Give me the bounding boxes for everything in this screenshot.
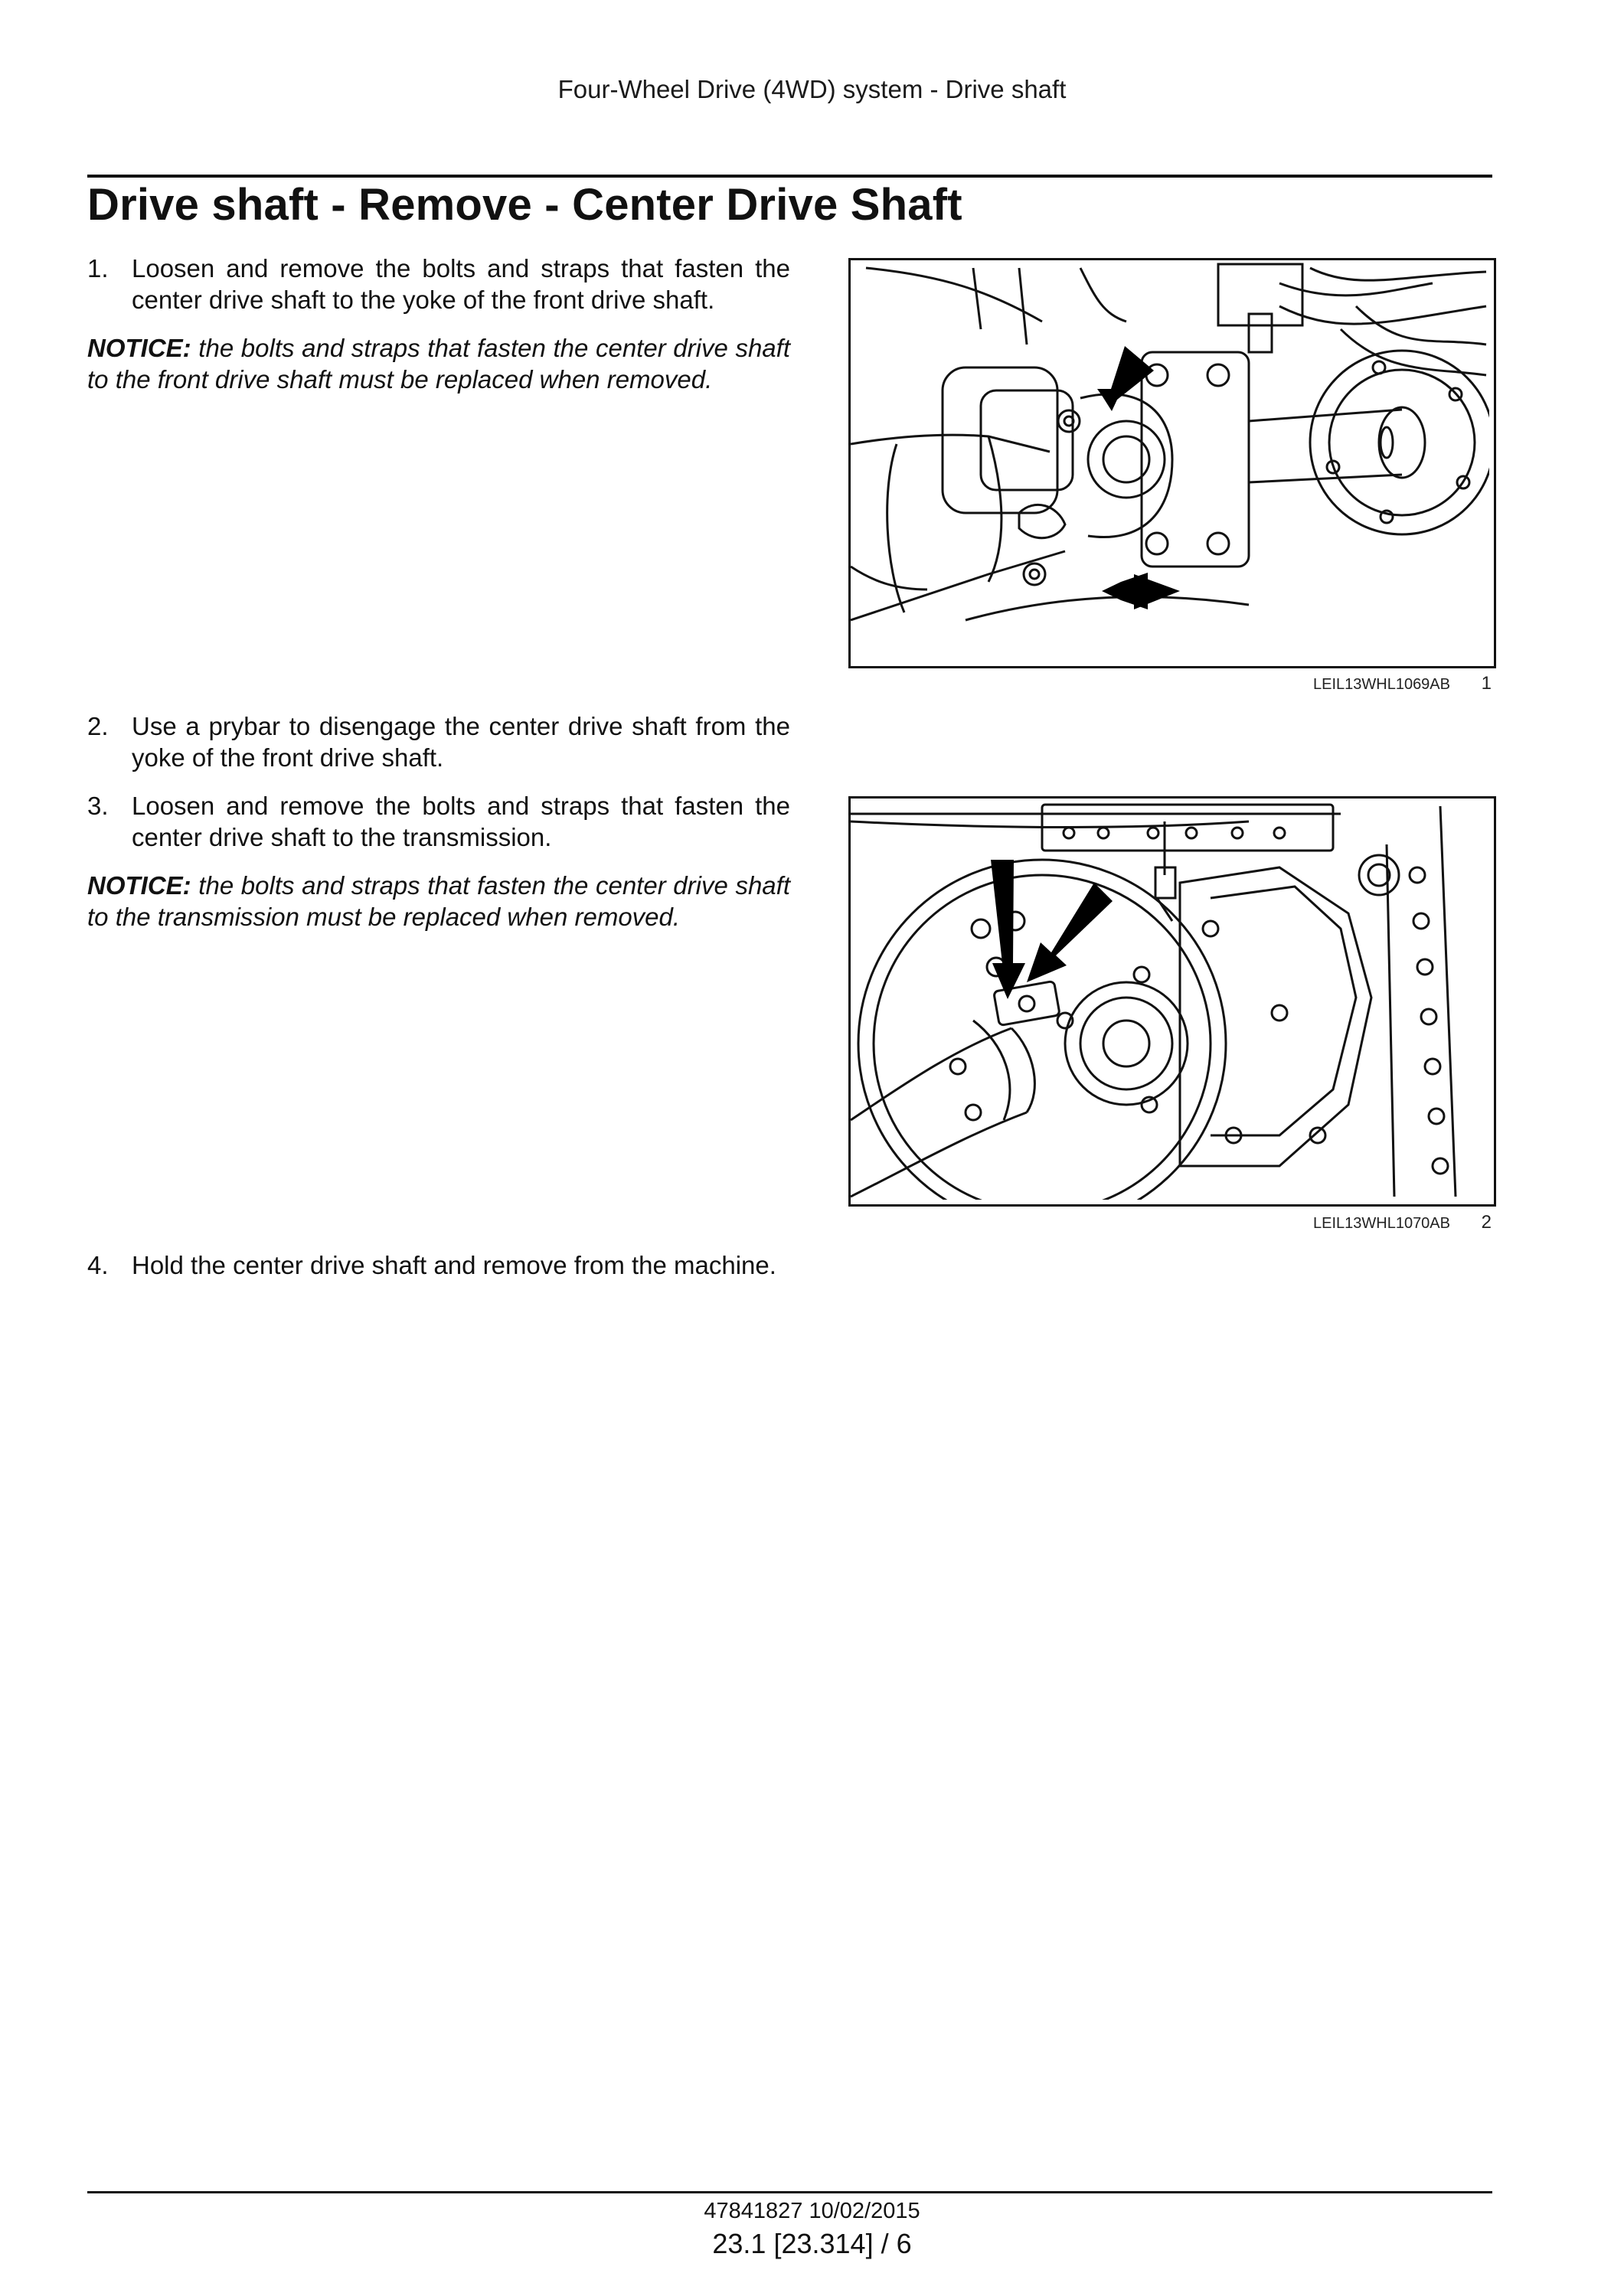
drive-shaft-front-yoke-illustration bbox=[851, 260, 1489, 661]
figure-index: 2 bbox=[1481, 1212, 1492, 1233]
notice-label: NOTICE: bbox=[87, 334, 191, 362]
step-1 bbox=[87, 253, 790, 315]
step-text: Hold the center drive shaft and remove from the machine. bbox=[132, 1251, 776, 1279]
step-1-block bbox=[87, 253, 790, 395]
step-2 bbox=[87, 710, 790, 773]
step-number: 2. bbox=[87, 712, 109, 740]
footer-doc-ref: 47841827 10/02/2015 bbox=[704, 2199, 920, 2223]
notice-1 bbox=[87, 332, 790, 395]
step-4 bbox=[87, 1249, 790, 1281]
page-title: Drive shaft - Remove - Center Drive Shaft bbox=[87, 180, 962, 230]
figure-index: 1 bbox=[1481, 673, 1492, 694]
step-4-block bbox=[87, 1249, 790, 1281]
step-number: 1. bbox=[87, 254, 109, 283]
notice-label: NOTICE: bbox=[87, 871, 191, 900]
step-number: 4. bbox=[87, 1251, 109, 1279]
step-text: Loosen and remove the bolts and straps that fasten the center drive shaft to the yoke of the front drive shaft. bbox=[132, 254, 790, 314]
figure-2 bbox=[848, 796, 1496, 1207]
step-3 bbox=[87, 790, 790, 853]
footer-page-ref: 23.1 [23.314] / 6 bbox=[712, 2228, 912, 2259]
figure-1 bbox=[848, 258, 1496, 668]
header-rule bbox=[87, 175, 1492, 178]
footer-rule bbox=[87, 2191, 1492, 2193]
step-number: 3. bbox=[87, 792, 109, 820]
figure-2-caption bbox=[848, 1212, 1492, 1233]
notice-text: the bolts and straps that fasten the center drive shaft to the transmission must be replaced when removed. bbox=[87, 871, 790, 931]
figure-1-caption bbox=[848, 673, 1492, 694]
step-2-3-block bbox=[87, 710, 790, 932]
notice-2 bbox=[87, 870, 790, 932]
step-text: Use a prybar to disengage the center drive shaft from the yoke of the front drive shaft. bbox=[132, 712, 790, 772]
figure-ref: LEIL13WHL1070AB bbox=[1312, 1215, 1450, 1232]
drive-shaft-transmission-illustration bbox=[851, 799, 1489, 1200]
figure-ref: LEIL13WHL1069AB bbox=[1312, 676, 1450, 693]
notice-text: the bolts and straps that fasten the center drive shaft to the front drive shaft must be replaced when removed. bbox=[87, 334, 790, 394]
step-text: Loosen and remove the bolts and straps that fasten the center drive shaft to the transmission. bbox=[132, 792, 790, 851]
running-header: Four-Wheel Drive (4WD) system - Drive shaft bbox=[557, 75, 1067, 103]
